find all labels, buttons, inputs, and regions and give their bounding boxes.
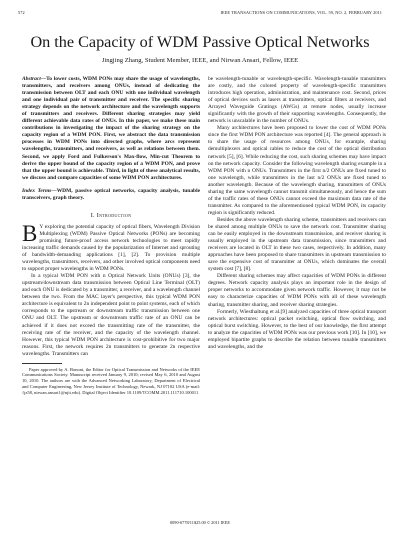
journal-name: IEEE TRANSACTIONS ON COMMUNICATIONS, VOL. 59, NO. 2, FEBRUARY 2011 (220, 10, 382, 15)
drop-cap: B (22, 220, 38, 246)
section-heading-introduction: I. Introduction (90, 211, 132, 219)
left-column (22, 76, 200, 395)
body-paragraph: be wavelength-tunable or wavelength-specific. Wavelength-tunable transmitters are costly, and the colored property of wavelength-specific transmitters introduces high operation, administration, and maintenance cost. Second, prices of optical devices such as lasers at transmitters, optical filters at receivers, and Arrayed Waveguide Gratings (AWGs) at remote nodes, usually increase significantly with the growth of their supporting wavelengths. Consequently, the network is unscalable in the number of ONUs. (208, 76, 386, 125)
body-paragraph: Besides the above wavelength sharing scheme, transmitters and receivers can be shared among multiple ONUs to save the network cost. Transmitter sharing can be easily employed in the downstream transmission, and receiver sharing is usually employed in the upstream data transmission, since transmitters and receivers are located in OLT in these two cases, respectively. In addition, many approaches have been proposed to share transmitters in upstream transmission to save the expensive cost of transmitter at ONUs, which dominates the overall system cost [7], [8]. (208, 216, 386, 273)
body-paragraph: Formerly, Wiesthaltung et al.[9] analyzed capacities of three optical transport network architectures: optical packet switching, optical flow switching, and optical burst switching. However, to the best of our knowledge, the first attempt to analyze the capacities of WDM PONs was our previous work [10]. In [10], we employed bipartite graphs to describe the relation between tunable transmitters and wavelengths, and the (208, 308, 386, 350)
footnote: Paper approved by A. Bononi, the Editor for Optical Transmission and Networks of the IEEE Communications Society. Manuscript received January 9, 2010; revised May 6, 2010 and August 10, 2010. The authors are with the Advanced Networking Laboratory, Department of Electrical and Computer Engineering, New Jersey Institute of Technology, Newark, NJ 07102 USA (e-mail: {jz58, nirwan.ansari}@njit.edu). Digital Object Identifier 10.1109/TCOMM.2011.111710.100011 (22, 366, 200, 395)
paper-title: On the Capacity of WDM Passive Optical Networks (30, 33, 370, 51)
page-number: 572 (18, 10, 25, 15)
running-header (18, 10, 382, 20)
copyright-notice: 0090-6778/11$25.00 © 2011 IEEE (170, 520, 230, 525)
right-column (208, 76, 386, 351)
abstract-label: Abstract— (22, 76, 47, 82)
index-terms-label: Index Terms— (22, 187, 57, 194)
intro-text: Y exploring the potential capacity of optical fibers, Wavelength Division Multiplexing (WDM) Passive Optical Networks (PONs) are becoming promising future-proof access network technologies to meet rapidly increasing traffic demands caused by the popularization of Internet and sprouting of bandwidth-demanding applications [1], [2]. To provision multiple wavelengths, transmitters, receivers, and other involved optical components need to support proper wavelengths in WDM PONs. (22, 223, 200, 273)
body-paragraph: Many architectures have been proposed to lower the cost of WDM PONs since the first WDM PON architecture was reported [4]. The general approach is to share the usage of resources among ONUs, for example, sharing demultiplexers and optical cables to reduce the cost of the optical distribution network [5], [6]. While reducing the cost, such sharing schemes may have impact on the network capacity. Consider the following wavelength sharing example in a WDM PON with n ONUs. Transmitters in the first n/2 ONUs are fixed tuned to one wavelength, while transmitters in the last n/2 ONUs are fixed tuned to another wavelength. Because of the wavelength sharing, transmitters of ONUs sharing the same wavelength cannot transmit simultaneously, and hence the sum of the traffic rates of these ONUs cannot exceed the maximum data rate of the transmitter. As compared to the aforementioned typical WDM PON, its capacity region is significantly reduced. (208, 125, 386, 216)
abstract (22, 76, 200, 182)
abstract-text: To lower costs, WDM PONs may share the usage of wavelengths, transmitters, and receivers among ONUs, instead of dedicating the transmission between OLT and each ONU with one individual wavelength and one individual pair of transmitter and receiver. The specific sharing strategy depends on the network architecture and the wavelength supports of transmitters and receivers. Different sharing strategies may yield different achievable data rates of ONUs. In this paper, we make these main contributions in investigating the impact of the sharing strategy on the capacity region of a WDM PON. First, we abstract the data transmission processes in WDM PONs into directed graphs, where arcs represent wavelengths, transmitters, and receivers, as well as relations between them. Second, we apply Ford and Fulkerson's Max-flow, Min-cut Theorem to derive the upper bound of the capacity region of a WDM PON, and prove that the upper bound is achievable. Third, in light of these analytical results, we discuss and compare capacities of some WDM PON architectures. (22, 76, 200, 181)
body-paragraph: In a typical WDM PON with n Optical Network Units (ONUs) [3], the upstream/downstream data transmission between Optical Line Terminal (OLT) and each ONU is dedicated by a transmitter, a receiver, and a wavelength channel between the two. From the MAC layer's perspective, this typical WDM PON architecture is equivalent to 2n independent point to point systems, each of which corresponds to the upstream or downstream traffic transmission between one ONU and OLT. The upstream or downstream traffic rate of an ONU can be achieved if it does not exceed the transmitting rate of the transmitter, the receiving rate of the receiver, and the capacity of the wavelength channel. However, this typical WDM PON architecture is cost-prohibitive for two major reasons. First, the network requires 2n transmitters to generate 2n respective wavelengths. Transmitters can (22, 273, 200, 357)
index-terms (22, 188, 200, 202)
index-terms-text: WDM, passive optical networks, capacity analysis, tunable transceivers, graph theory. (22, 187, 200, 201)
body-paragraph: Different sharing schemes may affect capacities of WDM PONs in different degrees. Network capacity analysis plays an important role in the design of proper networks to accommodate given network traffic. However, it may not be easy to characterize capacities of WDM PONs with all of these wavelength sharing, transmitter sharing, and receiver sharing strategies. (208, 273, 386, 308)
footnote-divider (22, 363, 62, 364)
intro-paragraph (22, 220, 200, 273)
paper-authors: Jingjing Zhang, Student Member, IEEE, and Nirwan Ansari, Fellow, IEEE (101, 57, 299, 64)
